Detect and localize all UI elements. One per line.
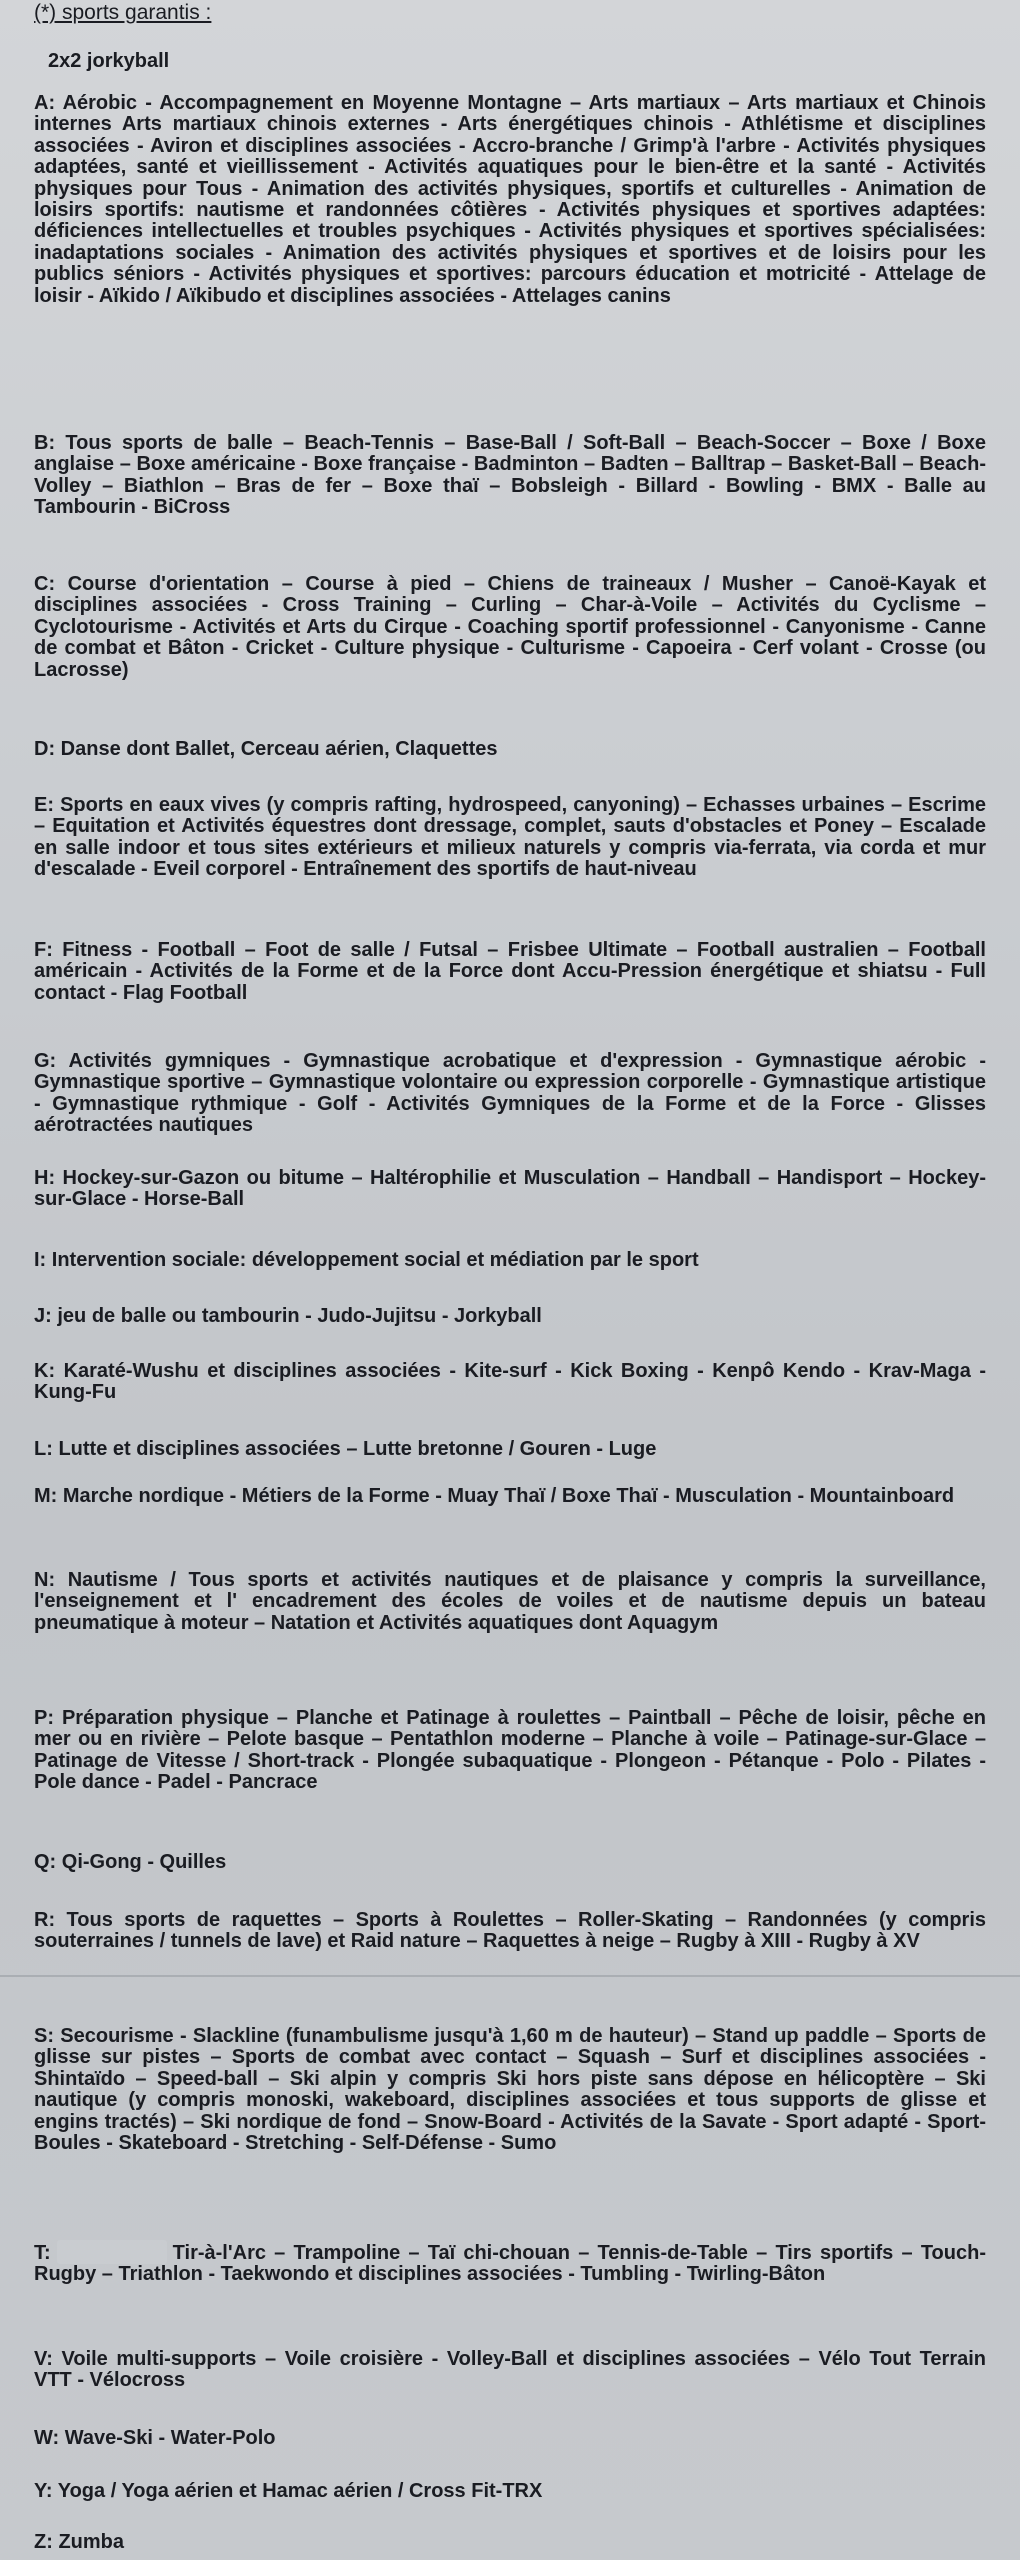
section-f — [34, 940, 986, 1004]
section-text: Qi-Gong - Quilles — [61, 1851, 227, 1873]
section-letter: M: — [34, 1485, 58, 1507]
section-text: Fitness - Football – Foot de salle / Futsal – Frisbee Ultimate – Football australien – Football américain - Activités de la Forme et de la Force dont Accu-Pression énergétique et shiatsu - Full contact - Flag Football — [34, 939, 986, 1004]
section-letter: Q: — [34, 1851, 57, 1873]
section-text: Nautisme / Tous sports et activités nautiques et de plaisance y compris la surveillance, l'enseignement et l' encadrement des écoles de voiles et de nautisme depuis un bateau pneumatique à moteur – Natation et Activités aquatiques dont Aquagym — [34, 1569, 986, 1634]
section-text: Tous sports de balle – Beach-Tennis – Base-Ball / Soft-Ball – Beach-Soccer – Boxe / Boxe anglaise – Boxe américaine - Boxe française - Badminton – Badten – Balltrap – Basket-Ball – Beach-Volley – Biathlon – Bras de fer – Boxe thaï – Bobsleigh - Billard - Bowling - BMX - Balle au Tambourin - BiCross — [34, 432, 986, 519]
section-c — [34, 574, 986, 681]
section-s — [34, 2026, 986, 2154]
section-letter: J: — [34, 1305, 52, 1327]
section-letter: K: — [34, 1360, 56, 1382]
heading-text: (*) sports garantis : — [34, 1, 212, 24]
section-j — [34, 1306, 986, 1327]
section-letter: B: — [34, 432, 56, 454]
section-e — [34, 795, 986, 881]
section-letter: V: — [34, 2348, 53, 2370]
section-text: Karaté-Wushu et disciplines associées - Kite-surf - Kick Boxing - Kenpô Kendo - Krav-Maga - Kung-Fu — [34, 1360, 986, 1404]
section-a — [34, 93, 986, 307]
section-letter: H: — [34, 1167, 56, 1189]
section-q — [34, 1852, 986, 1873]
section-v — [34, 2349, 986, 2392]
section-text: Lutte et disciplines associées – Lutte bretonne / Gouren - Luge — [58, 1438, 657, 1460]
section-letter: F: — [34, 939, 53, 961]
section-m — [34, 1486, 986, 1507]
section-letter: N: — [34, 1569, 56, 1591]
section-letter: W: — [34, 2427, 60, 2449]
section-letter: D: — [34, 738, 56, 760]
section-letter: P: — [34, 1707, 54, 1729]
section-text: Danse dont Ballet, Cerceau aérien, Claquettes — [60, 738, 498, 760]
section-text: Tous sports de raquettes – Sports à Roulettes – Roller-Skating – Randonnées (y compris souterraines / tunnels de lave) et Raid nature – Raquettes à neige – Rugby à XIII - Rugby à XV — [34, 1909, 987, 1953]
section-w — [34, 2428, 986, 2449]
section-z — [34, 2532, 986, 2553]
section-y — [34, 2481, 986, 2502]
section-letter: I: — [34, 1249, 47, 1271]
section-text: Préparation physique – Planche et Patinage à roulettes – Paintball – Pêche de loisir, pêche en mer ou en rivière – Pelote basque – Pentathlon moderne – Planche à voile – Patinage-sur-Glace – Patinage de Vitesse / Short-track - Plongée subaquatique - Plongeon - Pétanque - Polo - Pilates - Pole dance - Padel - Pancrace — [34, 1707, 986, 1794]
section-letter: C: — [34, 573, 56, 595]
redaction-block — [57, 2240, 167, 2264]
section-i — [34, 1250, 986, 1271]
sports-guaranteed-heading — [34, 0, 211, 26]
section-n — [34, 1570, 986, 1634]
section-text: Voile multi-supports – Voile croisière - Volley-Ball et disciplines associées – Vélo Tout Terrain VTT - Vélocross — [34, 2348, 986, 2392]
paper-fold-line — [0, 1975, 1020, 1977]
section-text: Hockey-sur-Gazon ou bitume – Haltérophilie et Musculation – Handball – Handisport – Hockey-sur-Glace - Horse-Ball — [34, 1167, 987, 1211]
section-text: Yoga / Yoga aérien et Hamac aérien / Cross Fit-TRX — [57, 2480, 543, 2502]
section-letter: G: — [34, 1050, 57, 1072]
section-text: Intervention sociale: développement social et médiation par le sport — [51, 1249, 699, 1271]
section-text: Secourisme - Slackline (funambulisme jusqu'à 1,60 m de hauteur) – Stand up paddle – Sports de glisse sur pistes – Sports de combat avec contact – Squash – Surf et disciplines associées - Shintaïdo – Speed-ball – Ski alpin y compris Ski hors piste sans dépose en hélicoptère – Ski nautique (y compris monoski, wakeboard, disciplines associées et tous supports de glisse et engins tractés) – Ski nordique de fond – Snow-Board - Activités de la Savate - Sport adapté - Sport-Boules - Skateboard - Stretching - Self-Défense - Sumo — [34, 2025, 986, 2155]
section-letter: E: — [34, 794, 54, 816]
jorkyball-subheading: 2x2 jorkyball — [48, 50, 170, 72]
section-text: Course d'orientation – Course à pied – Chiens de traineaux / Musher – Canoë-Kayak et disciplines associées - Cross Training – Curling – Char-à-Voile – Activités du Cyclisme – Cyclotourisme - Activités et Arts du Cirque - Coaching sportif professionnel - Canyonisme - Canne de combat et Bâton - Cricket - Culture physique - Culturisme - Capoeira - Cerf volant - Crosse (ou Lacrosse) — [34, 573, 987, 681]
section-text: Aérobic - Accompagnement en Moyenne Montagne – Arts martiaux – Arts martiaux et Chinois internes Arts martiaux chinois externes - Arts énergétiques chinois - Athlétisme et disciplines associées - Aviron et disciplines associées - Accro-branche / Grimp'à l'arbre - Activités physiques adaptées, santé et vieillissement - Activités aquatiques pour le bien-être et la santé - Activités physiques pour Tous - Animation des activités physiques, sportifs et culturelles - Animation de loisirs sportifs: nautisme et randonnées côtières - Activités physiques et sportives adaptées: déficiences intellectuelles et troubles psychiques - Activités physiques et sportives spécialisées: inadaptations sociales - Animation des activités physiques et sportives et de loisirs pour les publics séniors - Activités physiques et sportives: parcours éducation et motricité - Attelage de loisir - Aïkido / Aïkibudo et disciplines associées - Attelages canins — [34, 92, 986, 307]
section-letter: R: — [34, 1909, 56, 1931]
section-r — [34, 1910, 986, 1953]
section-letter: Z: — [34, 2531, 53, 2553]
section-k — [34, 1361, 986, 1404]
section-b — [34, 433, 986, 519]
section-text: Tir-à-l'Arc – Trampoline – Taï chi-chouan – Tennis-de-Table – Tirs sportifs – Touch-Rugby – Triathlon - Taekwondo et disciplines associées - Tumbling - Twirling-Bâton — [34, 2242, 986, 2286]
section-letter: Y: — [34, 2480, 53, 2502]
section-text: Wave-Ski - Water-Polo — [64, 2427, 276, 2449]
section-t — [34, 2240, 986, 2286]
section-d — [34, 739, 986, 760]
section-text: Sports en eaux vives (y compris rafting, hydrospeed, canyoning) – Echasses urbaines – Escrime – Equitation et Activités équestres dont dressage, complet, sauts d'obstacles et Poney – Escalade en salle indoor et tous sites extérieurs et milieux naturels y compris via-ferrata, via corda et mur d'escalade - Eveil corporel - Entraînement des sportifs de haut-niveau — [34, 794, 986, 881]
section-g — [34, 1051, 986, 1137]
section-text: Zumba — [58, 2531, 125, 2553]
section-l — [34, 1439, 986, 1460]
section-text: Activités gymniques - Gymnastique acrobatique et d'expression - Gymnastique aérobic - Gymnastique sportive – Gymnastique volontaire ou expression corporelle - Gymnastique artistique - Gymnastique rythmique - Golf - Activités Gymniques de la Forme et de la Force - Glisses aérotractées nautiques — [34, 1050, 986, 1137]
section-letter: T: — [34, 2242, 51, 2264]
section-text: jeu de balle ou tambourin - Judo-Jujitsu - Jorkyball — [57, 1305, 542, 1327]
section-h — [34, 1168, 986, 1211]
section-letter: S: — [34, 2025, 54, 2047]
section-letter: L: — [34, 1438, 53, 1460]
section-text: Marche nordique - Métiers de la Forme - Muay Thaï / Boxe Thaï - Musculation - Mountainboard — [62, 1485, 955, 1507]
section-p — [34, 1708, 986, 1794]
section-letter: A: — [34, 92, 56, 114]
